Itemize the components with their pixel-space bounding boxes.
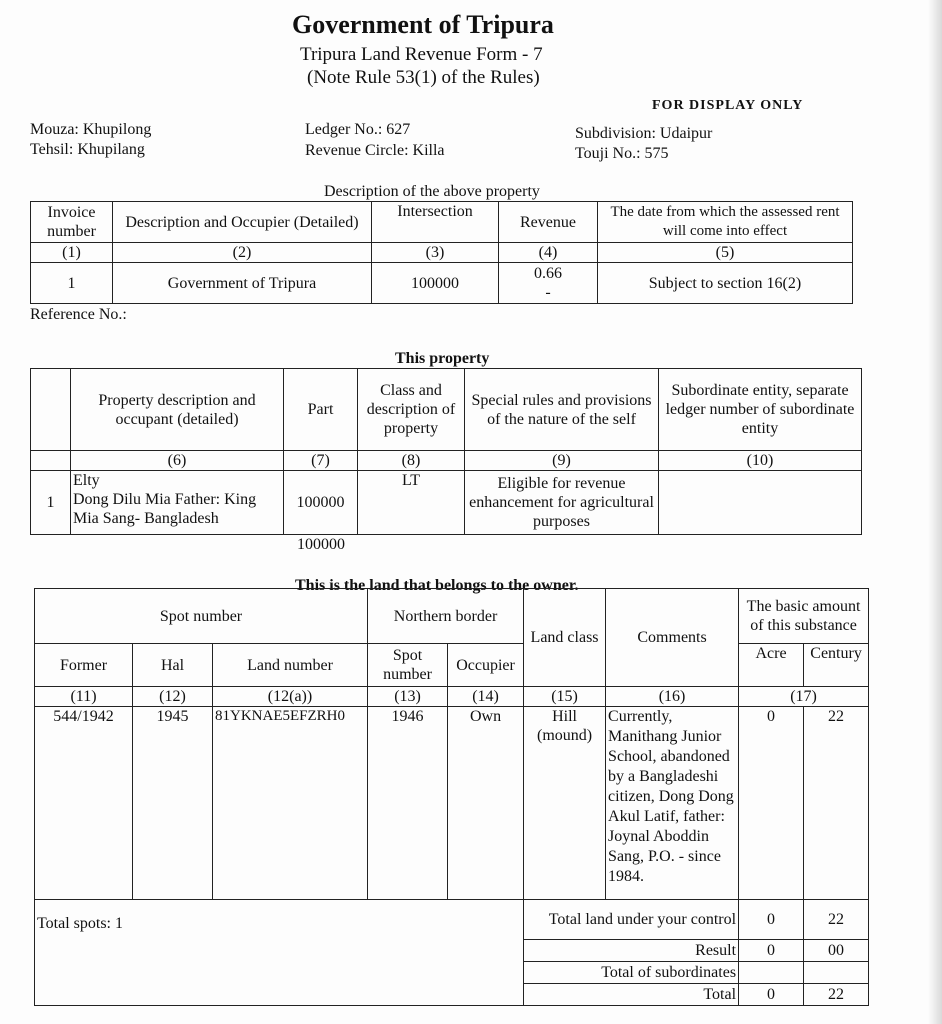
col-num [31, 451, 71, 471]
serial-value: 1 [31, 471, 71, 535]
col-num: (15) [524, 687, 606, 707]
revenue-circle: Revenue Circle: Killa [305, 142, 445, 159]
col-num: (17) [739, 687, 869, 707]
col-num: (2) [113, 243, 372, 263]
header-spot-no: Spot number [368, 644, 448, 687]
occupant-value: Dong Dilu Mia Father: King Mia Sang- Bangladesh [73, 491, 257, 527]
table3-caption: This is the land that belongs to the owner. [295, 577, 579, 594]
col-num: (14) [448, 687, 524, 707]
land-number-value: 81YKNAE5EFZRH0 [213, 707, 368, 900]
table1-caption: Description of the above property [324, 183, 540, 200]
part-value: 100000 [284, 471, 358, 535]
century-value: 22 [804, 707, 869, 900]
header-hal: Hal [133, 644, 213, 687]
summary-label: Total [524, 984, 739, 1006]
table2-caption: This property [395, 350, 490, 367]
revenue-dash: - [545, 284, 551, 301]
col-num: (7) [284, 451, 358, 471]
header-part: Part [284, 369, 358, 451]
header-special-rules: Special rules and provisions of the nature of the self [465, 369, 659, 451]
col-num: (6) [71, 451, 284, 471]
former-value: 544/1942 [35, 707, 133, 900]
page-edge-shadow [928, 0, 942, 1024]
spot-value: 1946 [368, 707, 448, 900]
invoice-value: 1 [31, 263, 113, 304]
revenue-cell [499, 263, 598, 304]
header-land-class: Land class [524, 589, 606, 687]
property-description-table [30, 201, 853, 304]
acre-value: 0 [739, 707, 804, 900]
header-blank [31, 369, 71, 451]
elty-label: Elty [73, 472, 100, 489]
header-class: Class and description of property [358, 369, 465, 451]
description-value: Government of Tripura [113, 263, 372, 304]
ledger-number: Ledger No.: 627 [305, 121, 411, 138]
occupant-cell [71, 471, 284, 535]
header-northern-border: Northern border [368, 589, 524, 644]
rule-note: (Note Rule 53(1) of the Rules) [307, 67, 540, 88]
header-invoice: Invoice number [31, 202, 113, 243]
land-table [34, 588, 869, 1006]
land-class-value: Hill (mound) [524, 707, 606, 900]
col-num: (12(a)) [213, 687, 368, 707]
comments-value: Currently, Manithang Junior School, abandoned by a Bangladeshi citizen, Dong Dong Akul Latif, father: Joynal Aboddin Sang, P.O. - since 1984. [606, 707, 739, 900]
header-spot-number: Spot number [35, 589, 368, 644]
form-name: Tripura Land Revenue Form - 7 [300, 44, 543, 65]
subordinate-value [659, 471, 862, 535]
header-comments: Comments [606, 589, 739, 687]
header-description: Description and Occupier (Detailed) [113, 202, 372, 243]
effective-date-value: Subject to section 16(2) [598, 263, 853, 304]
summary-acre: 0 [739, 900, 804, 940]
header-century: Century [804, 644, 869, 687]
col-num: (4) [499, 243, 598, 263]
intersection-value: 100000 [372, 263, 499, 304]
header-basic-amount: The basic amount of this substance [739, 589, 869, 644]
part-total: 100000 [297, 536, 345, 553]
summary-label: Total of subordinates [524, 962, 739, 984]
col-num: (5) [598, 243, 853, 263]
col-num: (12) [133, 687, 213, 707]
header-subordinate: Subordinate entity, separate ledger number of subordinate entity [659, 369, 862, 451]
document-title: Government of Tripura [292, 10, 554, 39]
header-intersection: Intersection [372, 202, 499, 243]
col-num: (16) [606, 687, 739, 707]
header-land-number: Land number [213, 644, 368, 687]
header-effective-date: The date from which the assessed rent will come into effect [598, 202, 853, 243]
col-num: (11) [35, 687, 133, 707]
subdivision: Subdivision: Udaipur [575, 125, 713, 142]
col-num: (10) [659, 451, 862, 471]
header-revenue: Revenue [499, 202, 598, 243]
mouza: Mouza: Khupilong [30, 121, 152, 138]
header-former: Former [35, 644, 133, 687]
header-property: Property description and occupant (detailed) [71, 369, 284, 451]
class-value: LT [358, 471, 465, 535]
summary-acre: 0 [739, 940, 804, 962]
header-occupier: Occupier [448, 644, 524, 687]
reference-number: Reference No.: [30, 306, 127, 323]
summary-acre [739, 962, 804, 984]
special-rules-value: Eligible for revenue enhancement for agricultural purposes [465, 471, 659, 535]
col-num: (13) [368, 687, 448, 707]
this-property-table [30, 368, 862, 535]
touji-number: Touji No.: 575 [575, 145, 669, 162]
header-acre: Acre [739, 644, 804, 687]
summary-acre: 0 [739, 984, 804, 1006]
occupier-value: Own [448, 707, 524, 900]
summary-label: Total land under your control [524, 900, 739, 940]
summary-century: 00 [804, 940, 869, 962]
display-notice: FOR DISPLAY ONLY [652, 98, 804, 113]
col-num: (1) [31, 243, 113, 263]
col-num: (9) [465, 451, 659, 471]
revenue-value: 0.66 [534, 265, 562, 282]
total-spots: Total spots: 1 [35, 900, 524, 1006]
tehsil: Tehsil: Khupilang [30, 141, 145, 158]
summary-century [804, 962, 869, 984]
summary-century: 22 [804, 984, 869, 1006]
hal-value: 1945 [133, 707, 213, 900]
summary-century: 22 [804, 900, 869, 940]
col-num: (3) [372, 243, 499, 263]
summary-label: Result [524, 940, 739, 962]
col-num: (8) [358, 451, 465, 471]
